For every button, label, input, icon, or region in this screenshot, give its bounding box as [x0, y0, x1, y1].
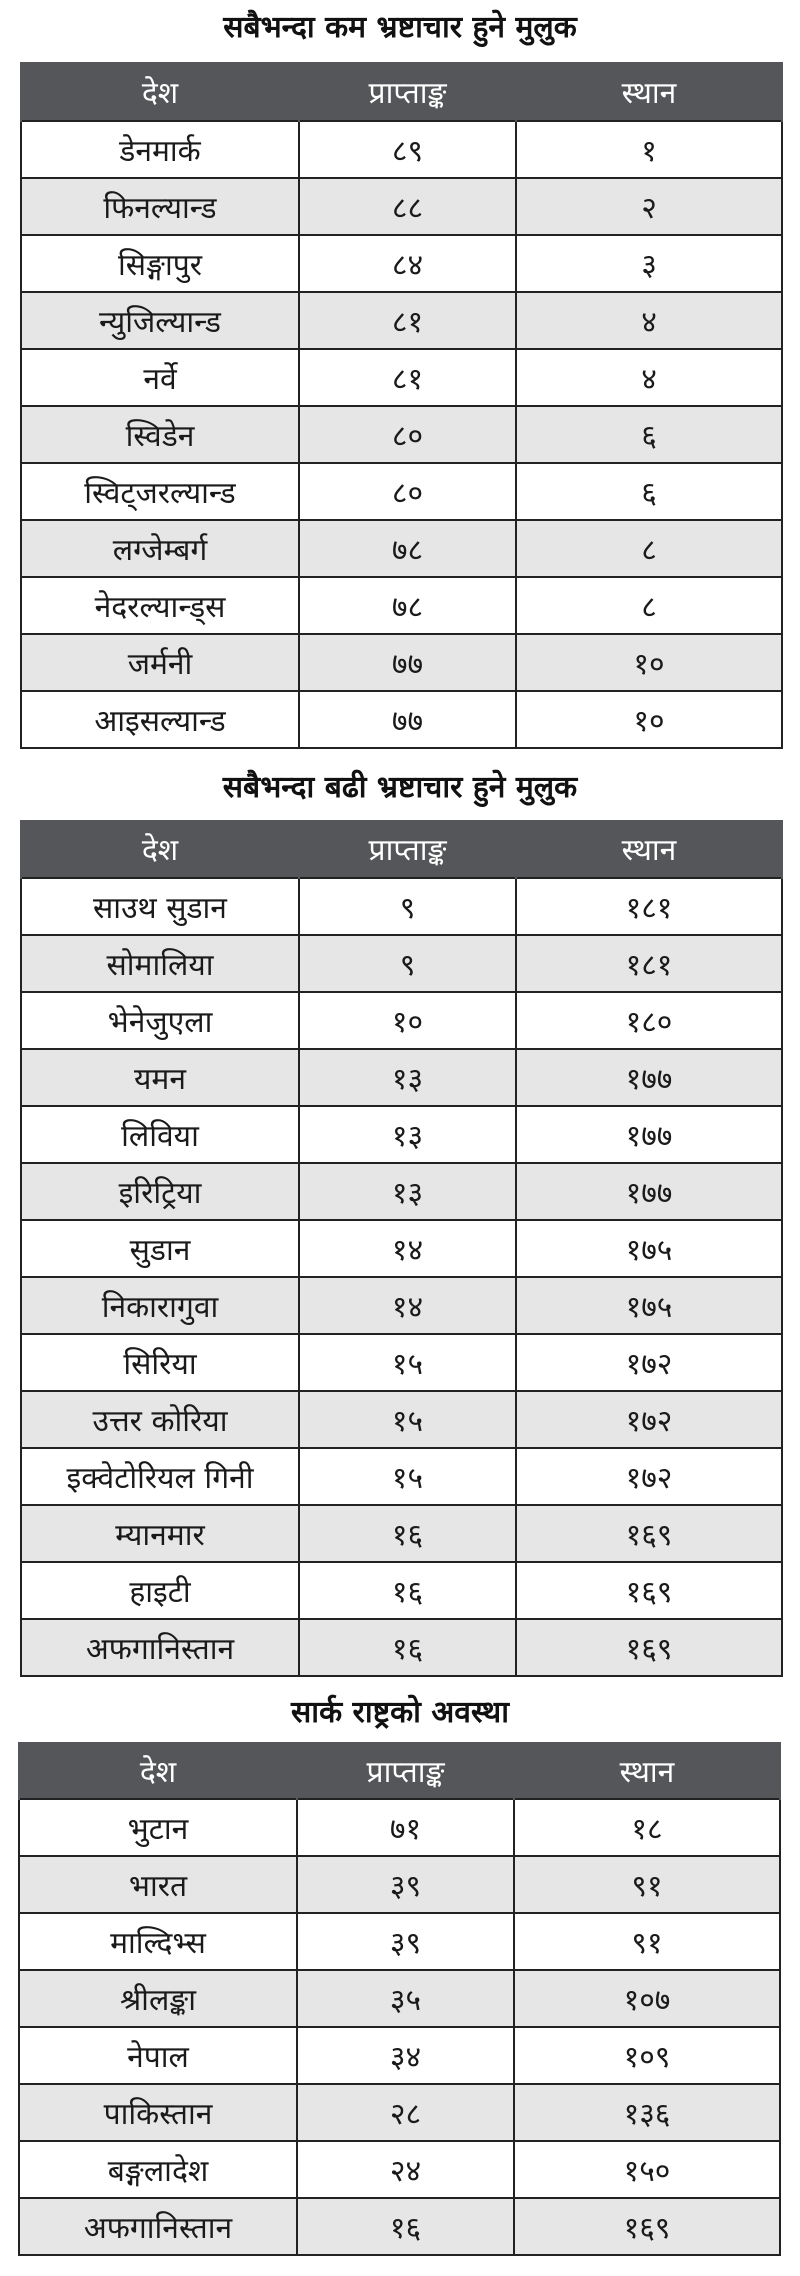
- header-rank: स्थान: [514, 1742, 780, 1799]
- table-row: [21, 577, 782, 634]
- header-country: देश: [21, 820, 299, 878]
- score-cell: १६: [299, 1562, 516, 1619]
- table-row: [21, 235, 782, 292]
- table-row: [21, 1619, 782, 1676]
- saarc-table: [18, 1742, 781, 2256]
- rank-cell: २: [516, 178, 782, 235]
- table-row: [21, 1448, 782, 1505]
- header-score: प्राप्ताङ्क: [299, 820, 516, 878]
- rank-cell: १६९: [516, 1505, 782, 1562]
- header-country: देश: [19, 1742, 297, 1799]
- rank-cell: १८१: [516, 878, 782, 935]
- table-row: [21, 1391, 782, 1448]
- table-row: [19, 2027, 780, 2084]
- country-cell: यमन: [21, 1049, 299, 1106]
- table-row: [21, 691, 782, 748]
- header-rank: स्थान: [516, 62, 782, 121]
- country-cell: नेदरल्यान्ड्स: [21, 577, 299, 634]
- rank-cell: १०९: [514, 2027, 780, 2084]
- table-row: [21, 463, 782, 520]
- table-row: [21, 292, 782, 349]
- country-cell: सुडान: [21, 1220, 299, 1277]
- score-cell: ८०: [299, 406, 516, 463]
- country-cell: स्विट्जरल्यान्ड: [21, 463, 299, 520]
- rank-cell: ३: [516, 235, 782, 292]
- score-cell: ८१: [299, 349, 516, 406]
- table-header-row: [19, 1742, 780, 1799]
- country-cell: नेपाल: [19, 2027, 297, 2084]
- score-cell: १३: [299, 1049, 516, 1106]
- table-row: [19, 2141, 780, 2198]
- country-cell: म्यानमार: [21, 1505, 299, 1562]
- table-row: [21, 992, 782, 1049]
- score-cell: १३: [299, 1106, 516, 1163]
- rank-cell: १८१: [516, 935, 782, 992]
- score-cell: १६: [297, 2198, 514, 2255]
- country-cell: भुटान: [19, 1799, 297, 1856]
- header-rank: स्थान: [516, 820, 782, 878]
- score-cell: ८८: [299, 178, 516, 235]
- score-cell: १५: [299, 1334, 516, 1391]
- rank-cell: १६९: [516, 1619, 782, 1676]
- country-cell: सोमालिया: [21, 935, 299, 992]
- score-cell: ७८: [299, 520, 516, 577]
- rank-cell: १६९: [514, 2198, 780, 2255]
- country-cell: लिविया: [21, 1106, 299, 1163]
- score-cell: ८०: [299, 463, 516, 520]
- table-row: [21, 1505, 782, 1562]
- country-cell: फिनल्यान्ड: [21, 178, 299, 235]
- most-corrupt-table: [20, 820, 783, 1677]
- score-cell: १५: [299, 1448, 516, 1505]
- score-cell: १४: [299, 1277, 516, 1334]
- table-row: [21, 935, 782, 992]
- country-cell: इक्वेटोरियल गिनी: [21, 1448, 299, 1505]
- rank-cell: १६९: [516, 1562, 782, 1619]
- rank-cell: ८: [516, 577, 782, 634]
- table-row: [19, 1913, 780, 1970]
- country-cell: सिरिया: [21, 1334, 299, 1391]
- rank-cell: ६: [516, 406, 782, 463]
- country-cell: नर्वे: [21, 349, 299, 406]
- table-row: [19, 1856, 780, 1913]
- table-header-row: [21, 62, 782, 121]
- country-cell: पाकिस्तान: [19, 2084, 297, 2141]
- score-cell: १६: [299, 1619, 516, 1676]
- rank-cell: १०: [516, 634, 782, 691]
- score-cell: ७८: [299, 577, 516, 634]
- rank-cell: १८०: [516, 992, 782, 1049]
- score-cell: ७७: [299, 691, 516, 748]
- rank-cell: १०: [516, 691, 782, 748]
- country-cell: बङ्गलादेश: [19, 2141, 297, 2198]
- score-cell: ३४: [297, 2027, 514, 2084]
- table-row: [21, 1106, 782, 1163]
- country-cell: उत्तर कोरिया: [21, 1391, 299, 1448]
- score-cell: ३५: [297, 1970, 514, 2027]
- rank-cell: १७७: [516, 1049, 782, 1106]
- table-row: [21, 520, 782, 577]
- country-cell: न्युजिल्यान्ड: [21, 292, 299, 349]
- rank-cell: १७२: [516, 1448, 782, 1505]
- rank-cell: ४: [516, 349, 782, 406]
- table-row: [21, 121, 782, 178]
- rank-cell: १७२: [516, 1334, 782, 1391]
- rank-cell: १३६: [514, 2084, 780, 2141]
- saarc-title: सार्क राष्ट्रको अवस्था: [291, 1695, 509, 1730]
- country-cell: इरिट्रिया: [21, 1163, 299, 1220]
- table-header-row: [21, 820, 782, 878]
- table-row: [21, 178, 782, 235]
- table-row: [19, 1799, 780, 1856]
- header-country: देश: [21, 62, 299, 121]
- least-corrupt-title: सबैभन्दा कम भ्रष्टाचार हुने मुलुक: [223, 10, 577, 45]
- rank-cell: ४: [516, 292, 782, 349]
- score-cell: ९: [299, 878, 516, 935]
- most-corrupt-title: सबैभन्दा बढी भ्रष्टाचार हुने मुलुक: [222, 770, 578, 805]
- table-row: [21, 1220, 782, 1277]
- country-cell: हाइटी: [21, 1562, 299, 1619]
- table-row: [21, 1277, 782, 1334]
- table-row: [21, 878, 782, 935]
- country-cell: अफगानिस्तान: [21, 1619, 299, 1676]
- rank-cell: ९१: [514, 1856, 780, 1913]
- score-cell: २४: [297, 2141, 514, 2198]
- score-cell: ७१: [297, 1799, 514, 1856]
- rank-cell: १७७: [516, 1163, 782, 1220]
- rank-cell: १७५: [516, 1220, 782, 1277]
- country-cell: सिङ्गापुर: [21, 235, 299, 292]
- rank-cell: १७२: [516, 1391, 782, 1448]
- country-cell: अफगानिस्तान: [19, 2198, 297, 2255]
- table-row: [21, 634, 782, 691]
- country-cell: आइसल्यान्ड: [21, 691, 299, 748]
- country-cell: जर्मनी: [21, 634, 299, 691]
- rank-cell: १८: [514, 1799, 780, 1856]
- table-row: [21, 1163, 782, 1220]
- rank-cell: ६: [516, 463, 782, 520]
- score-cell: ३९: [297, 1913, 514, 1970]
- table-row: [19, 1970, 780, 2027]
- rank-cell: १७७: [516, 1106, 782, 1163]
- score-cell: १३: [299, 1163, 516, 1220]
- rank-cell: १: [516, 121, 782, 178]
- table-row: [21, 406, 782, 463]
- score-cell: ८१: [299, 292, 516, 349]
- score-cell: ७७: [299, 634, 516, 691]
- score-cell: ३९: [297, 1856, 514, 1913]
- rank-cell: ९१: [514, 1913, 780, 1970]
- score-cell: ८४: [299, 235, 516, 292]
- country-cell: श्रीलङ्का: [19, 1970, 297, 2027]
- country-cell: लग्जेम्बर्ग: [21, 520, 299, 577]
- table-row: [21, 1334, 782, 1391]
- country-cell: माल्दिभ्स: [19, 1913, 297, 1970]
- country-cell: स्विडेन: [21, 406, 299, 463]
- header-score: प्राप्ताङ्क: [299, 62, 516, 121]
- country-cell: डेनमार्क: [21, 121, 299, 178]
- country-cell: भेनेजुएला: [21, 992, 299, 1049]
- country-cell: साउथ सुडान: [21, 878, 299, 935]
- country-cell: भारत: [19, 1856, 297, 1913]
- rank-cell: ८: [516, 520, 782, 577]
- table-row: [21, 349, 782, 406]
- table-row: [19, 2198, 780, 2255]
- table-row: [21, 1562, 782, 1619]
- table-row: [21, 1049, 782, 1106]
- score-cell: २८: [297, 2084, 514, 2141]
- country-cell: निकारागुवा: [21, 1277, 299, 1334]
- score-cell: १६: [299, 1505, 516, 1562]
- rank-cell: १०७: [514, 1970, 780, 2027]
- score-cell: ९: [299, 935, 516, 992]
- score-cell: ८९: [299, 121, 516, 178]
- rank-cell: १५०: [514, 2141, 780, 2198]
- header-score: प्राप्ताङ्क: [297, 1742, 514, 1799]
- score-cell: १०: [299, 992, 516, 1049]
- score-cell: १५: [299, 1391, 516, 1448]
- table-row: [19, 2084, 780, 2141]
- rank-cell: १७५: [516, 1277, 782, 1334]
- least-corrupt-table: [20, 62, 783, 749]
- score-cell: १४: [299, 1220, 516, 1277]
